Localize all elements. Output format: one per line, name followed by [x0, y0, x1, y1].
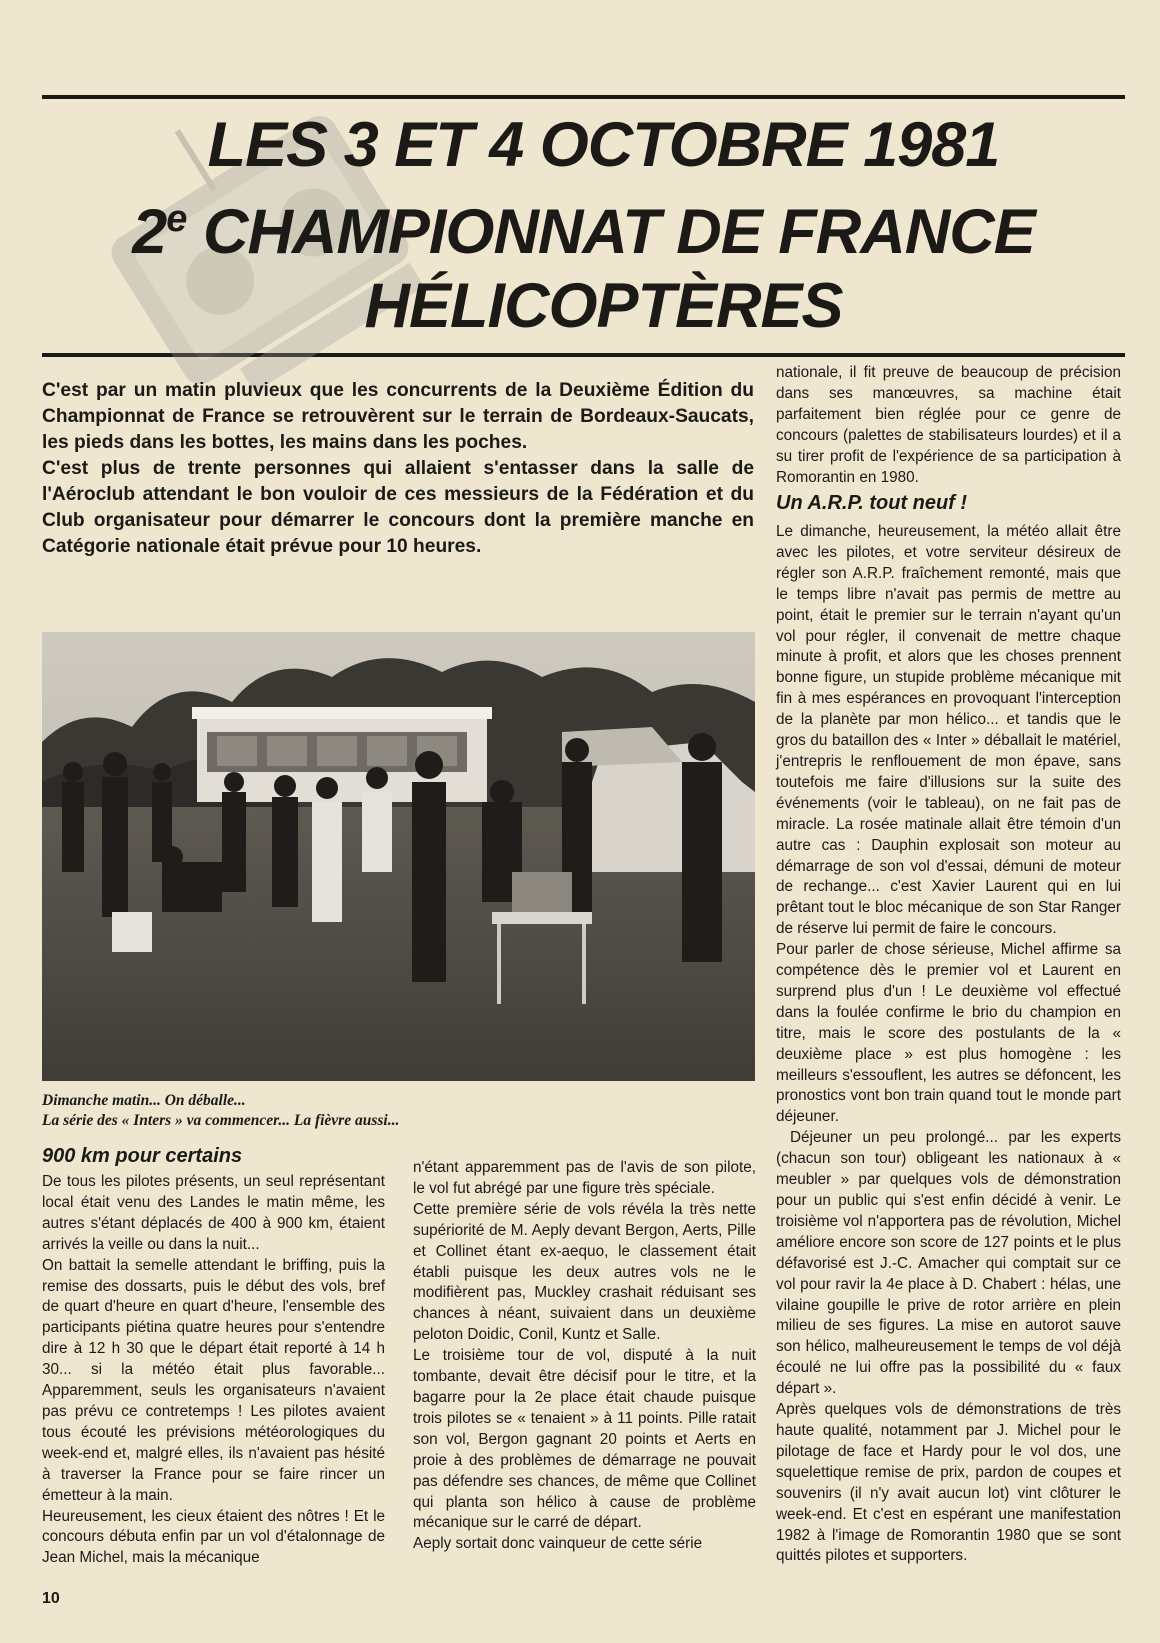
section-heading-arp: Un A.R.P. tout neuf !	[776, 492, 968, 514]
paragraph: n'étant apparemment pas de l'avis de son pilote, le vol fut abrégé par une figure très spéciale.	[413, 1159, 756, 1197]
paragraph: Le troisième tour de vol, disputé à la nuit tombante, devait être décisif pour le titre, et la bagarre pour la 2e place était chaude puisque trois pilotes se « tenaient » à 11 points. Pille ratait son vol, Bergon gagnant 20 points et Aerts en proie à des problèmes de démarrage ne pouvait pas défendre ses chances, de même que Collinet qui planta son hélico à cause de problème mécanique sur le carré de départ.	[413, 1347, 756, 1532]
photo-caption-line-1: Dimanche matin... On déballe...	[42, 1092, 246, 1109]
headline-line-1: LES 3 ET 4 OCTOBRE 1981	[207, 110, 1000, 180]
paragraph: Déjeuner un peu prolongé... par les experts (chacun son tour) obligeant les nationaux à « meubler » par quelques vols de démonstration pour un public qui s'est enfin décidé à venir. Le troisième vol n'apportera pas de révolution, Michel améliore encore son score de 127 points et le plus défavorisé est J.-C. Amacher qui comptait sur ce vol pour ravir la 4e place à D. Chabert : hélas, une vilaine goupille le prive de rotor arrière en plein milieu de ses figures. La mise en autorot sauve son hélico, malheureusement le temps de vol déjà écoulé ne lui offre pas la possibilité du « faux départ ».	[776, 1129, 1121, 1398]
column-3-top	[776, 363, 1121, 488]
paragraph: Le dimanche, heureusement, la météo allait être avec les pilotes, et votre serviteur désireux de régler son A.R.P. fraîchement remonté, mais que le temps libre n'avait pas permis de mettre au point, était le premier sur le terrain n'ayant qu'un vol pour régler, il convenait de mettre chaque minute à profit, et alors que les choses prennent bonne figure, un stupide problème mécanique mit fin à mes espérances en provoquant l'interception de la planète par mon hélico... et tandis que le gros du bataillon des « Inter » déballait le matériel, j'entrepris le renflouement de mon épave, sans toutefois me faire d'illusions sur la suite des événements (voir le tableau), on ne fait pas de miracle. La rosée matinale allait être témoin d'un autre cas : Dauphin explosait son moteur au démarrage de son vol d'essai, démuni de moteur de rechange... c'est Xavier Laurent qui en lui prêtant tout le bloc mécanique de son Star Ranger de réserve lui permit de faire le concours.	[776, 523, 1121, 938]
paragraph: Aeply sortait donc vainqueur de cette série	[413, 1535, 703, 1553]
paragraph: De tous les pilotes présents, un seul représentant local était venu des Landes le matin même, les autres s'étant déplacés de 400 à 900 km, étaient arrivés la veille ou dans la nuit...	[42, 1173, 385, 1253]
headline-line-3: HÉLICOPTÈRES	[364, 271, 843, 341]
intro-paragraph-2: C'est plus de trente personnes qui allaient s'entasser dans la salle de l'Aéroclub attendant le bon vouloir de ces messieurs de la Fédération et du Club organisateur pour démarrer le concours dont la première manche en Catégorie nationale était prévue pour 10 heures.	[42, 458, 754, 557]
headline-line-2	[42, 182, 1125, 269]
top-rule	[42, 95, 1125, 99]
intro-paragraph-1: C'est par un matin pluvieux que les concurrents de la Deuxième Édition du Championnat de France se retrouvèrent sur le terrain de Bordeaux-Saucats, les pieds dans les bottes, les mains dans les poches.	[42, 380, 754, 453]
column-3	[776, 522, 1121, 1567]
event-photo	[42, 632, 755, 1081]
photo-caption	[42, 1091, 754, 1131]
paragraph: On battait la semelle attendant le briffing, puis la remise des dossarts, puis le début des vols, bref de quart d'heure en quart d'heure, l'ensemble des participants piétina quatre heures pour s'entendre dire à 12 h 30 que le départ était reporté à 14 h 30... si la météo était plus favorable... Apparemment, seuls les organisateurs n'avaient pas prévu ce contretemps ! Les pilotes avaient tous écouté les prévisions météorologiques du week-end et, malgré elles, ils n'avaient pas hésité à traverser la France pour se faire rincer un émetteur à la main.	[42, 1256, 385, 1504]
headline-line-2-text: CHAMPIONNAT DE FRANCE	[186, 197, 1035, 267]
column-2	[413, 1158, 756, 1555]
paragraph: Pour parler de chose sérieuse, Michel affirme sa compétence dès le premier vol et Laurent en surprend plus d'un ! Le deuxième vol effectué dans la foulée confirme le brio du champion en titre, mais le score des postulants de la « deuxième place » est plus homogène : les meilleurs s'essouflent, les autres se défoncent, les pronostics vont bon train quand tout le monde part déjeuner.	[776, 941, 1121, 1126]
intro	[42, 378, 754, 560]
section-heading-900km: 900 km pour certains	[42, 1145, 243, 1167]
headline	[42, 108, 1125, 343]
paragraph: nationale, il fit preuve de beaucoup de précision dans ses manœuvres, sa machine était parfaitement bien réglée pour ce genre de concours (palettes de stabilisateurs lourdes) et il a su tirer profit de l'expérience de sa participation à Romorantin en 1980.	[776, 364, 1121, 486]
page-number: 10	[42, 1590, 60, 1607]
paragraph: Heureusement, les cieux étaient des nôtres ! Et le concours débuta enfin par un vol d'étalonnage de Jean Michel, mais la mécanique	[42, 1507, 385, 1567]
photo-caption-line-2: La série des « Inters » va commencer... La fièvre aussi...	[42, 1112, 400, 1129]
headline-ordinal-suffix: e	[166, 198, 187, 240]
bottom-rule	[42, 353, 1125, 357]
paragraph: Cette première série de vols révéla la très nette supériorité de M. Aeply devant Bergon, Aerts, Pille et Collinet étant ex-aequo, le classement était établi puisque les deux autres vols ne le modifièrent pas, Muckley crashait réduisant ses chances à néant, suivaient dans un deuxième peloton Doidic, Conil, Kuntz et Salle.	[413, 1200, 756, 1344]
headline-ordinal: 2	[132, 197, 167, 267]
paragraph: Après quelques vols de démonstrations de très haute qualité, notamment par J. Michel pour le pilotage de face et Hardy pour le vol dos, une squelettique remise de prix, pardon de coupes et souvenirs (il n'y avait aucun lot) vint clôturer le week-end. Et c'est en espérant une manifestation 1982 à l'image de Romorantin 1980 que se sont quittés pilotes et supporters.	[776, 1401, 1121, 1565]
column-1	[42, 1172, 385, 1569]
